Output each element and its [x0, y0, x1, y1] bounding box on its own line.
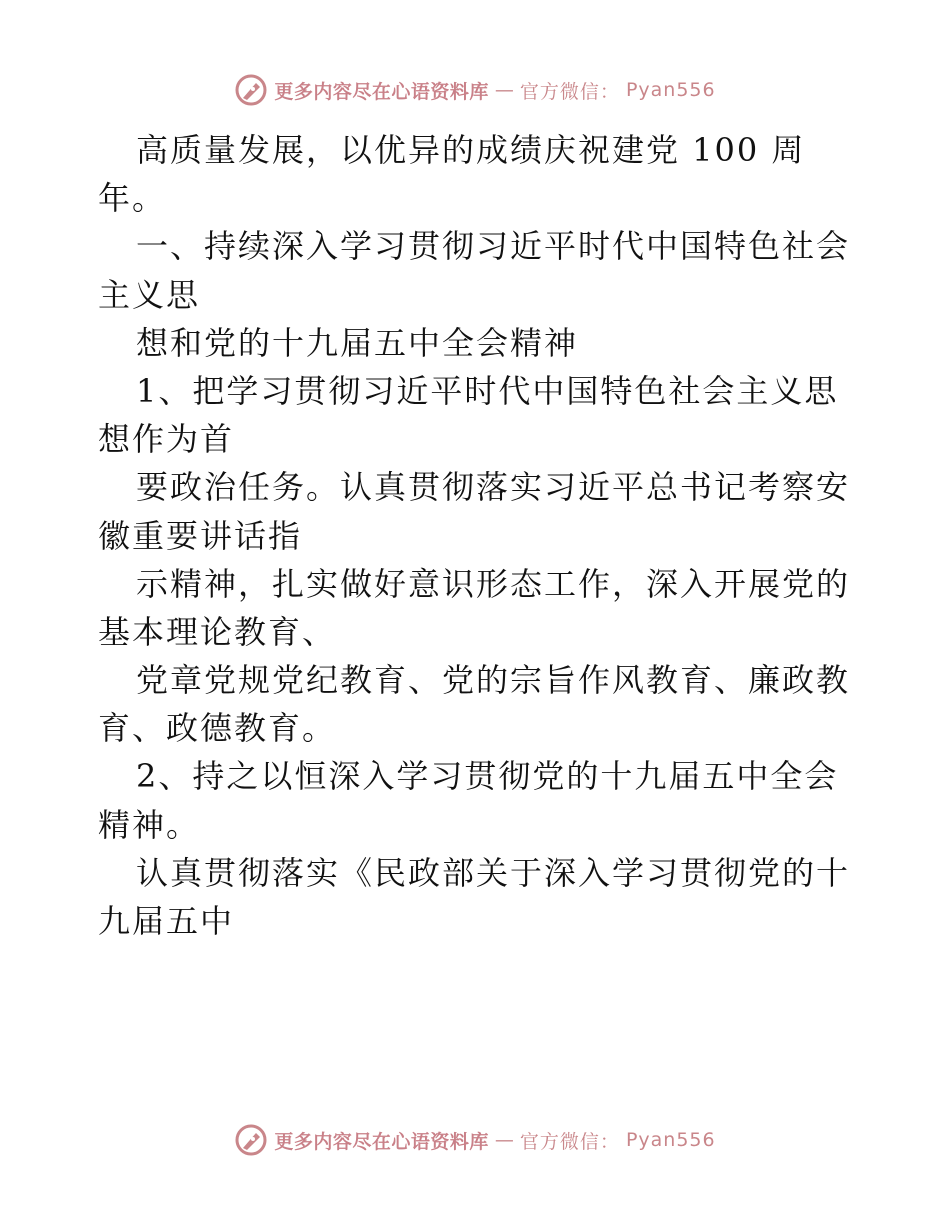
- body-line: 1、把学习贯彻习近平时代中国特色社会主义思: [136, 371, 839, 410]
- footer-wechat-id: Pyan556: [625, 1129, 716, 1151]
- body-line: 精神。: [98, 805, 201, 844]
- body-line: 认真贯彻落实《民政部关于深入学习贯彻党的十: [136, 853, 851, 892]
- body-line: 要政治任务。认真贯彻落实习近平总书记考察安: [136, 468, 851, 507]
- body-line: 九届五中: [98, 902, 235, 940]
- footer-watermark: [0, 1120, 950, 1160]
- document-body: [98, 126, 858, 945]
- section-heading: 一、持续深入学习贯彻习近平时代中国特色社会: [136, 227, 851, 266]
- header-main-text: 更多内容尽在心语资料库: [274, 80, 489, 103]
- body-line: 基本理论教育、: [98, 612, 337, 651]
- header-wechat-id: Pyan556: [625, 79, 716, 101]
- footer-main-text: 更多内容尽在心语资料库: [274, 1130, 489, 1153]
- body-line: 2、持之以恒深入学习贯彻党的十九届五中全会: [136, 757, 839, 796]
- footer-wechat-label: 官方微信：: [519, 1130, 620, 1153]
- footer-separator: —: [494, 1129, 514, 1151]
- body-line: 年。: [98, 179, 167, 218]
- pen-nib-logo-icon: [234, 1123, 268, 1157]
- body-line: 育、政德教育。: [98, 709, 337, 748]
- body-line: 主义思: [98, 275, 201, 314]
- header-watermark: [0, 70, 950, 110]
- body-line: 徽重要讲话指: [98, 516, 303, 555]
- body-line: 想作为首: [98, 420, 235, 459]
- header-wechat-label: 官方微信：: [519, 80, 620, 103]
- body-line: 高质量发展，以优异的成绩庆祝建党 100 周: [136, 131, 806, 169]
- header-separator: —: [494, 79, 514, 101]
- body-line: 示精神，扎实做好意识形态工作，深入开展党的: [136, 564, 851, 603]
- pen-nib-logo-icon: [234, 73, 268, 107]
- body-line: 党章党规党纪教育、党的宗旨作风教育、廉政教: [136, 661, 851, 700]
- body-line: 想和党的十九届五中全会精神: [136, 323, 579, 362]
